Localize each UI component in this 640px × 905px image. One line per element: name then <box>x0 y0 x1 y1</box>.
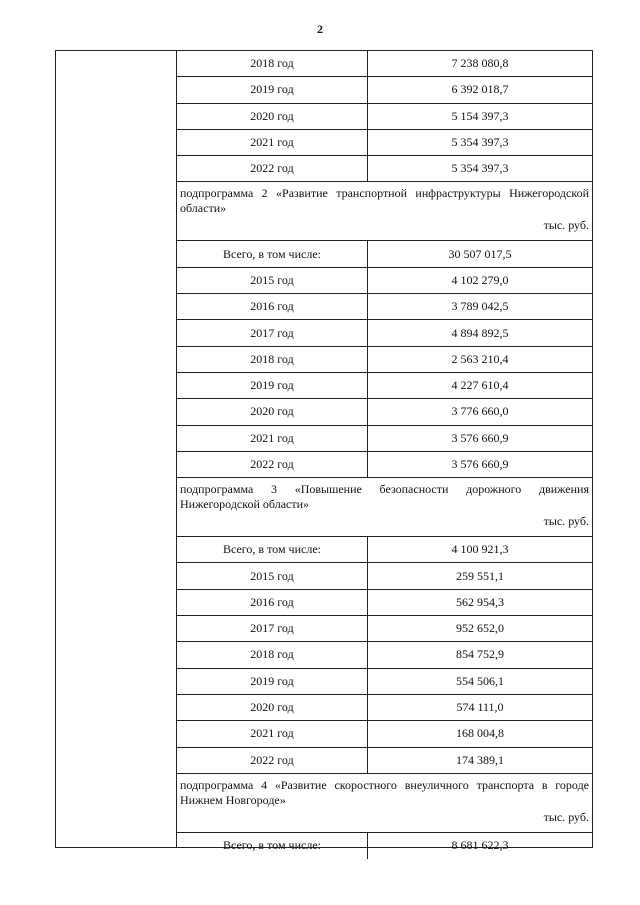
year-cell: 2022 год <box>177 452 368 477</box>
year-cell: 2016 год <box>177 590 368 615</box>
year-cell: 2020 год <box>177 399 368 424</box>
subprogram-4-header <box>177 774 592 833</box>
units-label: тыс. руб. <box>543 514 589 529</box>
table-row <box>177 563 592 589</box>
left-empty-column <box>56 51 177 847</box>
value-cell: 6 392 018,7 <box>451 82 509 97</box>
value-cell: 4 100 921,3 <box>451 542 509 557</box>
table-row <box>177 642 592 668</box>
table-row <box>177 590 592 616</box>
value-cell: 952 652,0 <box>456 621 504 636</box>
value-cell: 4 227 610,4 <box>451 378 509 393</box>
value-cell: 5 354 397,3 <box>451 161 509 176</box>
year-cell: 2020 год <box>177 104 368 129</box>
value-cell: 854 752,9 <box>456 647 504 662</box>
table-row <box>177 669 592 695</box>
year-cell: 2021 год <box>177 426 368 451</box>
table-row <box>177 695 592 721</box>
budget-table <box>55 50 593 853</box>
value-cell: 7 238 080,8 <box>451 56 509 71</box>
year-cell: 2018 год <box>177 51 368 76</box>
value-cell: 554 506,1 <box>456 673 504 688</box>
value-cell: 3 776 660,0 <box>451 404 509 419</box>
value-cell: 3 789 042,5 <box>451 299 509 314</box>
year-cell: 2019 год <box>177 669 368 694</box>
year-cell: 2018 год <box>177 347 368 372</box>
table-row <box>177 426 592 452</box>
year-cell: 2015 год <box>177 268 368 293</box>
table-row <box>177 452 592 478</box>
table-row <box>177 399 592 425</box>
table-row <box>177 373 592 399</box>
value-cell: 2 563 210,4 <box>451 351 509 366</box>
subprogram-2-header <box>177 182 592 241</box>
value-cell: 4 102 279,0 <box>451 272 509 287</box>
year-cell: 2017 год <box>177 616 368 641</box>
table-row <box>177 156 592 182</box>
table-row <box>177 721 592 747</box>
units-label: тыс. руб. <box>543 809 589 824</box>
year-cell: 2022 год <box>177 748 368 773</box>
year-cell: 2017 год <box>177 320 368 345</box>
year-cell: 2021 год <box>177 130 368 155</box>
subprogram-title: подпрограмма 2 «Развитие транспортной инфраструктуры Нижегородской области» <box>180 186 589 216</box>
table-row <box>177 320 592 346</box>
value-cell: 168 004,8 <box>456 726 504 741</box>
table-row <box>177 748 592 774</box>
year-cell: Всего, в том числе: <box>177 833 368 859</box>
value-cell: 30 507 017,5 <box>448 246 512 261</box>
year-cell: 2016 год <box>177 294 368 319</box>
top-rows-group <box>177 51 592 182</box>
table-row <box>177 616 592 642</box>
year-cell: 2021 год <box>177 721 368 746</box>
subprogram-title: подпрограмма 3 «Повышение безопасности дорожного движения Нижегородской области» <box>180 482 589 512</box>
table-row <box>177 77 592 103</box>
table-right-part <box>177 51 592 853</box>
value-cell: 5 154 397,3 <box>451 108 509 123</box>
year-cell: 2019 год <box>177 77 368 102</box>
table-row <box>177 130 592 156</box>
value-cell: 259 551,1 <box>456 568 504 583</box>
year-cell: 2020 год <box>177 695 368 720</box>
page-number: 2 <box>317 22 323 36</box>
value-cell: 574 111,0 <box>456 700 504 715</box>
value-cell: 562 954,3 <box>456 594 504 609</box>
table-row <box>177 104 592 130</box>
value-cell: 5 354 397,3 <box>451 135 509 150</box>
year-cell: Всего, в том числе: <box>177 241 368 266</box>
table-row <box>177 268 592 294</box>
year-cell: 2019 год <box>177 373 368 398</box>
year-cell: 2015 год <box>177 563 368 588</box>
value-cell: 3 576 660,9 <box>451 430 509 445</box>
value-cell: 8 681 622,3 <box>451 838 509 853</box>
table-row-total <box>177 833 592 859</box>
year-cell: 2022 год <box>177 156 368 181</box>
value-cell: 4 894 892,5 <box>451 325 509 340</box>
value-cell: 3 576 660,9 <box>451 457 509 471</box>
subprogram-3-header <box>177 478 592 537</box>
table-row-total <box>177 537 592 563</box>
table-row-total <box>177 241 592 267</box>
table-row <box>177 347 592 373</box>
table-row <box>177 51 592 77</box>
units-label: тыс. руб. <box>543 218 589 233</box>
table-row <box>177 294 592 320</box>
subprogram-title: подпрограмма 4 «Развитие скоростного внеуличного транспорта в городе Нижнем Новгороде» <box>180 777 589 807</box>
value-cell: 174 389,1 <box>456 752 504 767</box>
year-cell: Всего, в том числе: <box>177 537 368 562</box>
year-cell: 2018 год <box>177 642 368 667</box>
